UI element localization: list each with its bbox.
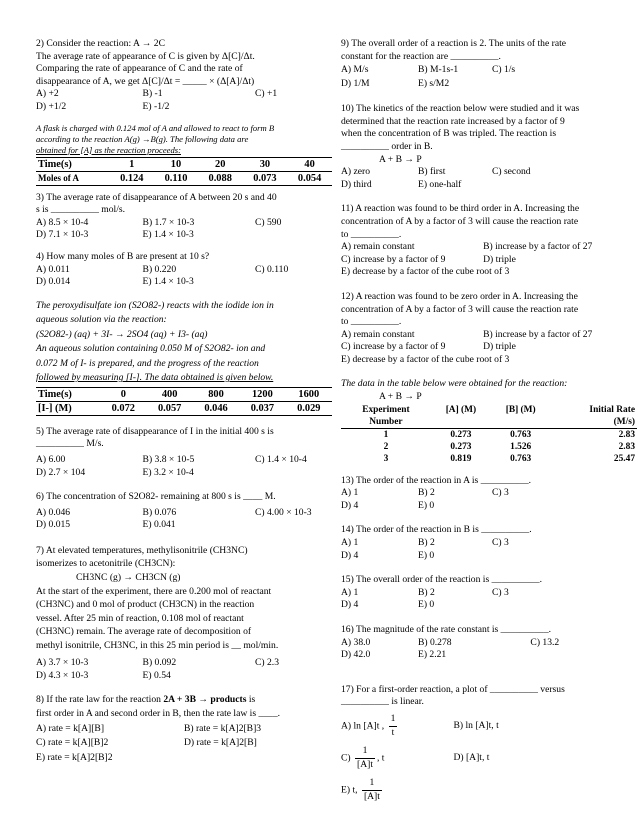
experiment-table	[341, 404, 637, 465]
question-text: 17) For a first-order reaction, a plot of __________ versus	[341, 683, 565, 695]
table-cell: 2.83	[618, 429, 635, 440]
table-cell: 0.073	[243, 171, 288, 185]
option: E) 3.2 × 10-4	[142, 466, 194, 478]
table-row	[341, 428, 637, 441]
reaction-equation: 2A + 3B → products	[163, 693, 247, 705]
table-cell: 0.763	[510, 429, 532, 440]
table-cell: 0.273	[450, 441, 472, 452]
denominator: [A]t	[357, 758, 373, 770]
option: C) 3	[491, 537, 509, 549]
question-text: (CH3NC) and 0 mol of product (CH3CN) in the reaction	[36, 599, 255, 611]
option: A) 3.7 × 10-3	[36, 656, 89, 668]
table-cell: 1	[109, 157, 154, 171]
option: D) [A]t, t	[453, 751, 490, 763]
passage-text: A flask is charged with 0.124 mol of A and allowed to react to form B	[36, 122, 275, 133]
option: A) 0.011	[36, 263, 70, 275]
option: E) 0	[417, 599, 435, 611]
question-text: 16) The magnitude of the rate constant is __________.	[341, 624, 552, 635]
column-header: [A] (M)	[445, 404, 477, 415]
option: C) 3	[491, 487, 509, 499]
question-15	[341, 574, 637, 612]
option: A) 38.0	[341, 636, 371, 648]
table-cell: 1	[383, 429, 389, 440]
option: E) 0.041	[142, 519, 176, 531]
option: E) 0.54	[142, 670, 171, 682]
question-text: __________ M/s.	[36, 438, 104, 450]
question-2	[36, 38, 332, 114]
option-text: A) ln [A]t ,	[341, 720, 385, 732]
question-text: 11) A reaction was found to be third order in A. Increasing the	[341, 203, 580, 215]
option: A) 1	[341, 487, 359, 499]
table-cell: 0.819	[450, 453, 472, 464]
table-cell: 2	[383, 441, 389, 452]
option: C) rate = k[A][B]2	[36, 737, 109, 749]
question-text: __________ is linear.	[341, 696, 424, 708]
option: D) third	[341, 178, 372, 190]
option: B) 0.076	[142, 506, 177, 518]
question-text: methyl isonitrile, CH3NC, in this 25 min period is __ mol/min.	[36, 640, 279, 652]
table-cell: 3	[383, 453, 389, 464]
question-9	[341, 38, 637, 91]
option: A) 8.5 × 10-4	[36, 216, 89, 228]
question-text: 5) The average rate of disappearance of I in the initial 400 s is	[36, 425, 274, 437]
option: D) 4	[341, 599, 359, 611]
question-text: 6) The concentration of S2O82- remaining at 800 s is ____ M.	[36, 491, 276, 503]
question-text: to __________.	[341, 316, 402, 328]
option: B) 0.220	[142, 263, 177, 275]
table-cell: Moles of A	[36, 171, 109, 185]
option-text: E) t,	[341, 784, 358, 796]
table-cell: 40	[287, 157, 332, 171]
option: C) 1/s	[491, 64, 516, 76]
question-text: disappearance of A, we get Δ[C]/Δt = _____ × (Δ[A]/Δt)	[36, 75, 255, 87]
question-text-part: is	[246, 693, 256, 705]
table-cell: 400	[146, 387, 192, 401]
option: C) 0.110	[255, 263, 289, 275]
header-text: (M/s)	[613, 416, 635, 427]
option: B) 2	[417, 487, 435, 499]
question-10	[341, 103, 637, 191]
question-text: 7) At elevated temperatures, methylisonitrile (CH3NC)	[36, 544, 248, 556]
header-text: Number	[369, 416, 403, 427]
question-text: first order in A and second order in B, then the rate law is ____.	[36, 708, 281, 720]
question-text: constant for the reaction are __________.	[341, 50, 501, 62]
table-cell: 0.046	[193, 401, 239, 415]
option: E) one-half	[417, 178, 462, 190]
option: D) 4	[341, 499, 359, 511]
question-text: 3) The average rate of disappearance of A between 20 s and 40	[36, 191, 277, 203]
column-header	[341, 404, 431, 429]
option: C) 3	[491, 586, 509, 598]
column-header: [B] (M)	[505, 404, 536, 415]
denominator: [A]t	[363, 790, 380, 802]
table-cell: 800	[193, 387, 239, 401]
table-cell: [I-] (M)	[36, 401, 100, 415]
option: D) 1/M	[341, 78, 370, 90]
question-6	[36, 491, 332, 532]
passage-text: 0.072 M of I- is prepared, and the progress of the reaction	[36, 357, 259, 369]
option: E) 1.4 × 10-3	[142, 276, 194, 288]
denominator: t	[391, 726, 395, 738]
table-cell: 0.110	[154, 171, 198, 185]
question-text: determined that the reaction rate increased by a factor of 9	[341, 115, 565, 127]
option: E) rate = k[A]2[B]2	[36, 751, 113, 763]
table-cell: 10	[154, 157, 198, 171]
fraction	[355, 745, 375, 771]
question-text: s is __________ mol/s.	[36, 204, 126, 216]
option: A) remain constant	[341, 328, 415, 340]
option: E) 0	[417, 549, 435, 561]
option: D) triple	[483, 341, 516, 353]
option: D) 2.7 × 104	[36, 466, 86, 478]
question-17	[341, 684, 637, 804]
option: B) -1	[142, 88, 163, 100]
option: D) 4.3 × 10-3	[36, 670, 89, 682]
table-cell: 0.273	[450, 429, 472, 440]
question-text: __________ order in B.	[341, 140, 433, 152]
passage-text: The data in the table below were obtained for the reaction:	[341, 378, 568, 390]
option	[341, 713, 453, 739]
table-cell: 0.054	[287, 171, 332, 185]
fraction	[389, 713, 398, 739]
question-16	[341, 624, 637, 662]
table-cell: 1200	[239, 387, 285, 401]
question-3	[36, 192, 332, 242]
option: E) decrease by a factor of the cube root of 3	[341, 266, 510, 278]
option: E) 2.21	[417, 649, 447, 661]
option: A) 6.00	[36, 453, 66, 465]
question-text: 4) How many moles of B are present at 10 s?	[36, 250, 210, 262]
option: E) 0	[417, 499, 435, 511]
question-14	[341, 524, 637, 562]
option: D) triple	[483, 253, 516, 265]
left-column	[36, 38, 332, 774]
option: D) +1/2	[36, 100, 67, 112]
table-cell: 25.47	[613, 453, 635, 464]
option: A) M/s	[341, 64, 369, 76]
question-text	[36, 693, 332, 708]
option: D) 0.015	[36, 519, 71, 531]
table-cell: 0	[100, 387, 146, 401]
table-cell: 0.029	[286, 401, 332, 415]
question-4	[36, 251, 332, 289]
option: E) decrease by a factor of the cube root of 3	[341, 353, 510, 365]
iodide-table	[36, 387, 332, 416]
question-text-part: 8) If the rate law for the reaction	[36, 693, 164, 705]
option: B) M-1s-1	[417, 64, 459, 76]
option: C) 2.3	[255, 656, 279, 668]
option: B) 2	[417, 537, 435, 549]
question-text: 2) Consider the reaction: A → 2C	[36, 38, 165, 49]
option: B) first	[417, 166, 446, 178]
question-8	[36, 693, 332, 766]
table-cell: 0.057	[146, 401, 192, 415]
option: C) 13.2	[530, 636, 560, 648]
question-text: concentration of A by a factor of 3 will cause the reaction rate	[341, 215, 579, 227]
option-text: C)	[341, 752, 351, 764]
question-5	[36, 426, 332, 479]
header-text: Initial Rate	[589, 404, 635, 415]
option: C) increase by a factor of 9	[341, 253, 446, 265]
numerator: 1	[362, 777, 382, 791]
reaction-equation: A + B → P	[379, 153, 422, 165]
option: B) 0.092	[142, 656, 177, 668]
table-cell: 0.124	[109, 171, 154, 185]
option: A) rate = k[A][B]	[36, 722, 105, 734]
option: C) 590	[255, 216, 282, 228]
option: D) rate = k[A]2[B]	[184, 737, 257, 749]
question-text: 15) The overall order of the reaction is __________.	[341, 574, 542, 586]
option: C) 1.4 × 10-4	[255, 453, 307, 465]
option: B) 3.8 × 10-5	[142, 453, 195, 465]
peroxydisulfate-passage	[36, 299, 332, 386]
question-text: when the concentration of B was tripled. The reaction is	[341, 128, 557, 140]
option: E) 1.4 × 10-3	[142, 229, 194, 241]
option: D) 7.1 × 10-3	[36, 229, 89, 241]
option: B) increase by a factor of 27	[483, 328, 593, 340]
question-13	[341, 475, 637, 513]
table-cell: 0.088	[198, 171, 243, 185]
table-cell: 20	[198, 157, 243, 171]
option: C) 4.00 × 10-3	[255, 506, 312, 518]
reaction-equation: CH3NC (g) → CH3CN (g)	[76, 572, 181, 584]
option: E) s/M2	[417, 78, 450, 90]
flask-passage	[36, 123, 332, 156]
table-cell: 1.526	[510, 441, 532, 452]
option-text: , t	[376, 752, 385, 764]
column-header	[550, 404, 637, 429]
question-text: isomerizes to acetonitrile (CH3CN):	[36, 558, 176, 570]
option: B) ln [A]t, t	[453, 719, 499, 731]
question-text: 9) The overall order of a reaction is 2. The units of the rate	[341, 38, 567, 49]
option: A) +2	[36, 88, 59, 100]
experiment-data	[341, 378, 637, 464]
right-column	[341, 38, 637, 813]
option: A) 1	[341, 586, 359, 598]
option: D) 4	[341, 549, 359, 561]
option: B) rate = k[A]2[B]3	[184, 722, 262, 734]
question-text: 13) The order of the reaction in A is __________.	[341, 474, 532, 486]
question-text: At the start of the experiment, there are 0.200 mol of reactant	[36, 585, 272, 597]
option: B) 0.278	[417, 636, 452, 648]
table-cell: 0.763	[510, 453, 532, 464]
table-cell: 1600	[286, 387, 332, 401]
passage-text: The peroxydisulfate ion (S2O82-) reacts with the iodide ion in	[36, 299, 274, 311]
question-text: concentration of A by a factor of 3 will cause the reaction rate	[341, 303, 579, 315]
question-12	[341, 291, 637, 367]
table-row	[341, 441, 637, 453]
question-text: 10) The kinetics of the reaction below were studied and it was	[341, 103, 580, 115]
option	[341, 745, 453, 771]
option: D) 42.0	[341, 649, 371, 661]
table-cell: 30	[243, 157, 288, 171]
moles-of-a-table	[36, 157, 332, 186]
table-cell: Time(s)	[36, 157, 109, 171]
option: A) zero	[341, 166, 371, 178]
question-text: vessel. After 25 min of reaction, 0.108 mol of reactant	[36, 612, 244, 624]
reaction-equation: A + B → P	[379, 391, 422, 403]
question-7	[36, 544, 332, 683]
numerator: 1	[389, 713, 398, 727]
option: C) +1	[255, 88, 278, 100]
header-text: Experiment	[362, 404, 410, 415]
table-cell: 2.83	[618, 441, 635, 452]
question-text: The average rate of appearance of C is given by Δ[C]/Δt.	[36, 50, 255, 62]
question-11	[341, 203, 637, 279]
option: A) remain constant	[341, 241, 415, 253]
passage-text: obtained for [A] as the reaction proceeds:	[36, 144, 181, 155]
option: D) 0.014	[36, 276, 71, 288]
option: C) second	[491, 166, 531, 178]
passage-text: according to the reaction A(g) →B(g). The following data are	[36, 133, 249, 144]
table-cell: Time(s)	[36, 387, 100, 401]
passage-text: An aqueous solution containing 0.050 M of S2O82- ion and	[36, 343, 266, 355]
reaction-equation: (S2O82-) (aq) + 3I- → 2SO4 (aq) + I3- (aq)	[36, 328, 208, 340]
table-cell: 0.072	[100, 401, 146, 415]
option: B) 1.7 × 10-3	[142, 216, 195, 228]
question-text: (CH3NC) remain. The average rate of decomposition of	[36, 626, 252, 638]
option: C) increase by a factor of 9	[341, 341, 446, 353]
table-row	[341, 453, 637, 465]
option: A) 1	[341, 537, 359, 549]
question-text: 14) The order of the reaction in B is __________.	[341, 524, 532, 536]
numerator: 1	[355, 745, 375, 759]
fraction	[362, 777, 382, 803]
table-cell: 0.037	[239, 401, 285, 415]
option: A) 0.046	[36, 506, 71, 518]
option	[341, 777, 637, 803]
option: B) 2	[417, 586, 435, 598]
passage-text: followed by measuring [I-]. The data obtained is given below.	[36, 372, 274, 384]
question-text: to __________.	[341, 228, 402, 240]
option: B) increase by a factor of 27	[483, 241, 593, 253]
question-text: Comparing the rate of appearance of C and the rate of	[36, 63, 243, 75]
option: E) -1/2	[142, 100, 170, 112]
passage-text: aqueous solution via the reaction:	[36, 314, 167, 326]
question-text: 12) A reaction was found to be zero order in A. Increasing the	[341, 290, 578, 302]
